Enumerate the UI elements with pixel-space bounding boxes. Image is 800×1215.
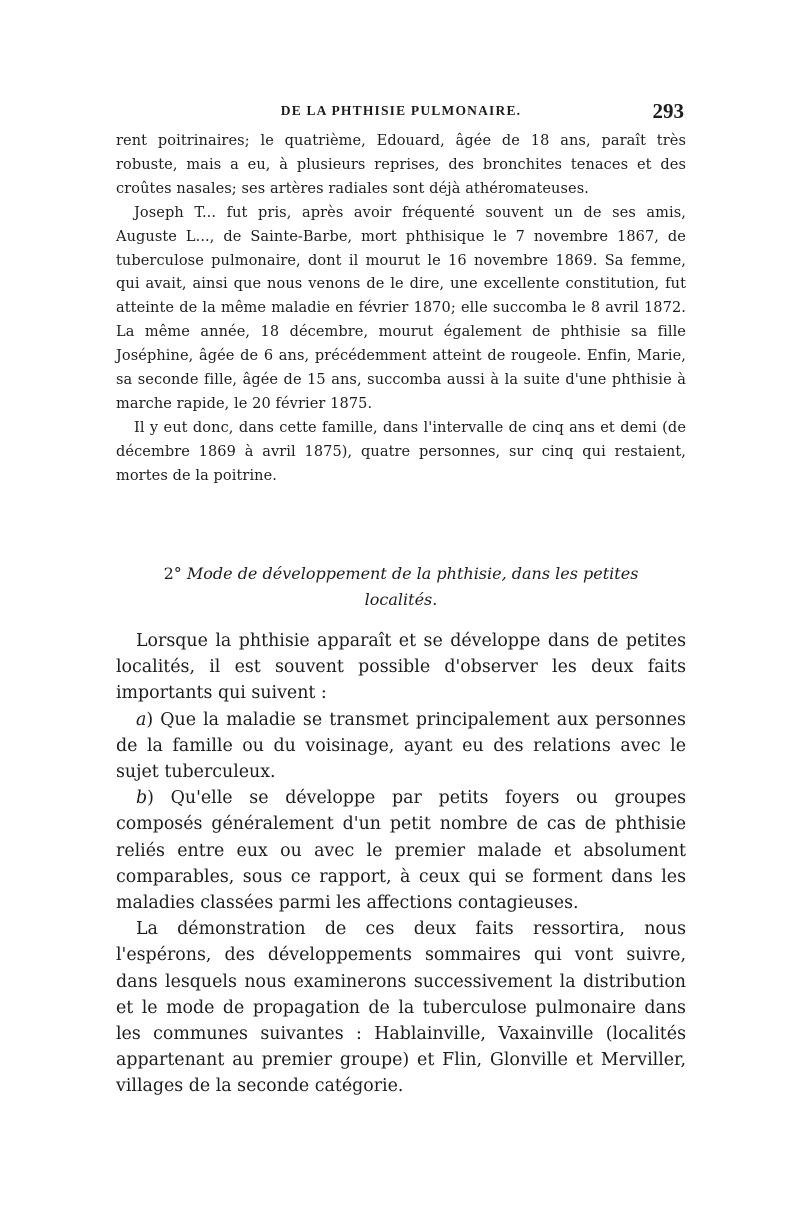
section-body [116,628,686,1100]
section-heading [116,561,686,613]
section-heading-line-2: localités. [364,590,438,609]
item-b-marker: b [136,788,148,809]
paragraph-item-b [116,785,686,916]
section-heading-line-1 [116,561,686,587]
page-number: 293 [652,99,684,123]
running-title: DE LA PHTHISIE PULMONAIRE. [280,103,522,118]
paragraph-item-a [116,707,686,786]
section-heading-text: Mode de développement de la phthisie, dans les petites [186,564,639,583]
paragraph-intro: Lorsque la phthisie apparaît et se développe dans de petites localités, il est souvent possible d'observer les deux faits importants qui suivent : [116,631,686,704]
item-a-text: ) Que la maladie se transmet principalement aux personnes de la famille ou du voisinage, ayant eu des relations avec le sujet tuberculeux. [116,709,686,783]
paragraph-closing: La démonstration de ces deux faits ressortira, nous l'espérons, des développements sommaires qui vont suivre, dans lesquels nous examinerons successivement la distribution et le mode de propagation de la tuberculose pulmonaire dans les communes suivantes : Hablainville, Vaxainville (localités appartenant au premier groupe) et Flin, Glonville et Merviller, villages de la seconde catégorie. [116,919,686,1097]
page-header [116,99,686,125]
paragraph-family-summary: Il y eut donc, dans cette famille, dans l'intervalle de cinq ans et demi (de décembre 1869 à avril 1875), quatre personnes, sur cinq qui restaient, mortes de la poitrine. [116,419,686,484]
item-a-marker: a [136,709,147,730]
section-number: 2° [163,564,182,583]
paragraph-joseph-case: Joseph T... fut pris, après avoir fréquenté souvent un de ses amis, Auguste L..., de Sainte-Barbe, mort phthisique le 7 novembre 1867, de tuberculose pulmonaire, dont il mourut le 16 novembre 1869. Sa femme, qui avait, ainsi que nous venons de le dire, une excellente constitution, fut atteinte de la même maladie en février 1870; elle succomba le 8 avril 1872. La même année, 18 décembre, mourut également de phthisie sa fille Joséphine, âgée de 6 ans, précédemment atteint de rougeole. Enfin, Marie, sa seconde fille, âgée de 15 ans, succomba aussi à la suite d'une phthisie à marche rapide, le 20 février 1875. [116,204,686,412]
paragraph-continuation: rent poitrinaires; le quatrième, Edouard, âgée de 18 ans, paraît très robuste, mais a eu, à plusieurs reprises, des bronchites tenaces et des croûtes nasales; ses artères radiales sont déjà athéromateuses. [116,133,686,197]
item-b-text: ) Qu'elle se développe par petits foyers ou groupes composés généralement d'un petit nombre de cas de phthisie reliés entre eux ou avec le premier malade et absolument comparables, sous ce rapport, à ceux qui se forment dans les maladies classées parmi les affections contagieuses. [116,788,686,914]
case-narrative [116,130,686,489]
